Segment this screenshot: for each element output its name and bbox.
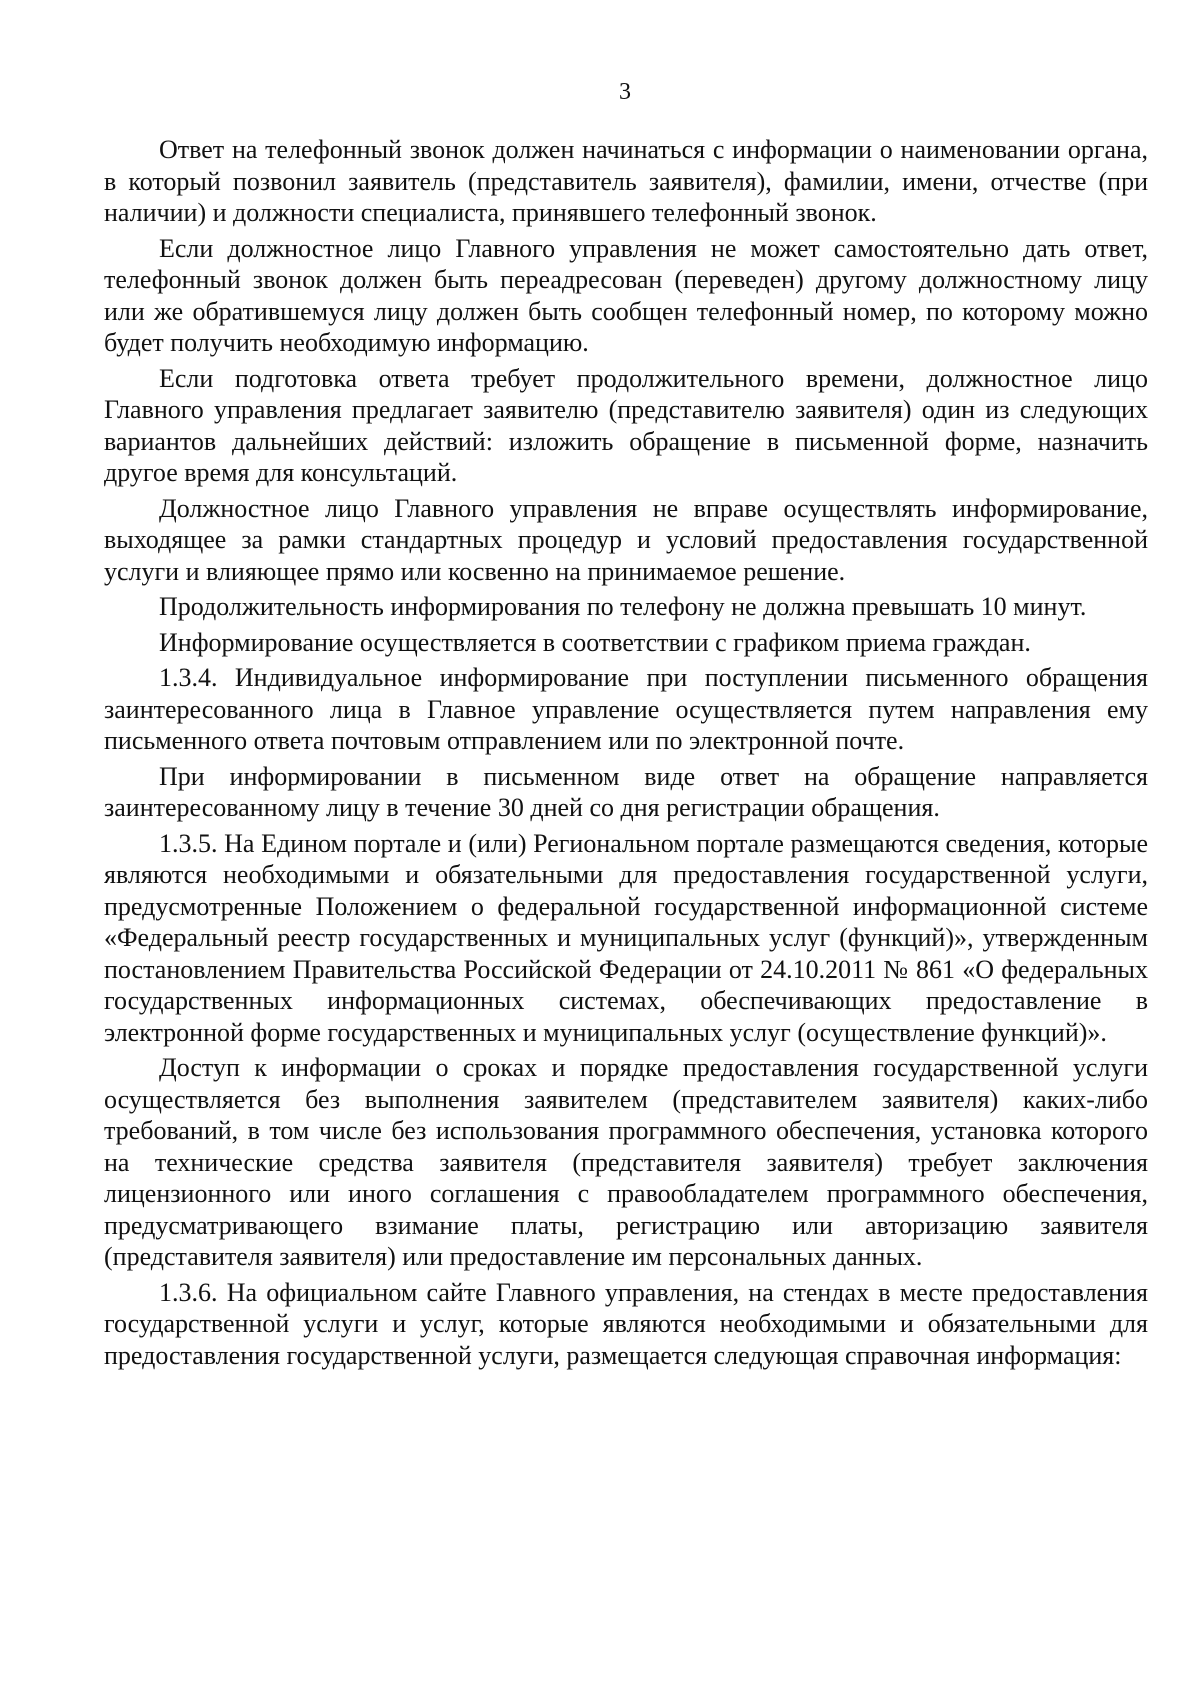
paragraph-restrictions: Должностное лицо Главного управления не вправе осуществлять информирование, выходящее за рамки стандартных процедур и условий предоставления государственной услуги и влияющее прямо или косвенно на принимаемое решение. <box>104 493 1148 586</box>
paragraph-1-3-4: 1.3.4. Индивидуальное информирование при поступлении письменного обращения заинтересованного лица в Главное управление осуществляется путем направления ему письменного ответа почтовым отправлением или по электронной почте. <box>104 663 1148 755</box>
paragraph-long-answer: Если подготовка ответа требует продолжительного времени, должностное лицо Главного управления предлагает заявителю (представителю заявителя) один из следующих вариантов дальнейших действий: изложить обращение в письменной форме, назначить другое время для консультаций. <box>104 363 1148 487</box>
paragraph-1-3-5: 1.3.5. На Едином портале и (или) Региональном портале размещаются сведения, которые являются необходимыми и обязательными для предоставления государственной услуги, предусмотренные Положением о федеральной государственной информационной системе «Федеральный реестр государственных и муниципальных услуг (функций)», утвержденным постановлением Правительства Российской Федерации от 24.10.2011 № 861 «О федеральных государственных информационных системах, обеспечивающих предоставление в электронной форме государственных и муниципальных услуг (осуществление функций)». <box>104 828 1148 1047</box>
document-body <box>104 134 1148 1375</box>
paragraph-1-3-6: 1.3.6. На официальном сайте Главного управления, на стендах в месте предоставления государственной услуги и услуг, которые являются необходимыми и обязательными для предоставления государственной услуги, размещается следующая справочная информация: <box>104 1277 1148 1370</box>
paragraph-call-redirect: Если должностное лицо Главного управления не может самостоятельно дать ответ, телефонный звонок должен быть переадресован (переведен) другому должностному лицу или же обратившемуся лицу должен быть сообщен телефонный номер, по которому можно будет получить необходимую информацию. <box>104 233 1148 357</box>
paragraph-written-answer: При информировании в письменном виде ответ на обращение направляется заинтересованному лицу в течение 30 дней со дня регистрации обращения. <box>104 761 1148 822</box>
page-number: 3 <box>619 79 631 105</box>
paragraph-phone-answer: Ответ на телефонный звонок должен начинаться с информации о наименовании органа, в который позвонил заявитель (представитель заявителя), фамилии, имени, отчестве (при наличии) и должности специалиста, принявшего телефонный звонок. <box>104 135 1148 227</box>
paragraph-duration: Продолжительность информирования по телефону не должна превышать 10 минут. <box>159 592 1087 621</box>
paragraph-access: Доступ к информации о сроках и порядке предоставления государственной услуги осуществляется без выполнения заявителем (представителем заявителя) каких-либо требований, в том числе без использования программного обеспечения, установка которого на технические средства заявителя (представителя заявителя) требует заключения лицензионного или иного соглашения с правообладателем программного обеспечения, предусматривающего взимание платы, регистрацию или авторизацию заявителя (представителя заявителя) или предоставление им персональных данных. <box>104 1053 1148 1271</box>
paragraph-schedule: Информирование осуществляется в соответствии с графиком приема граждан. <box>159 627 1031 657</box>
